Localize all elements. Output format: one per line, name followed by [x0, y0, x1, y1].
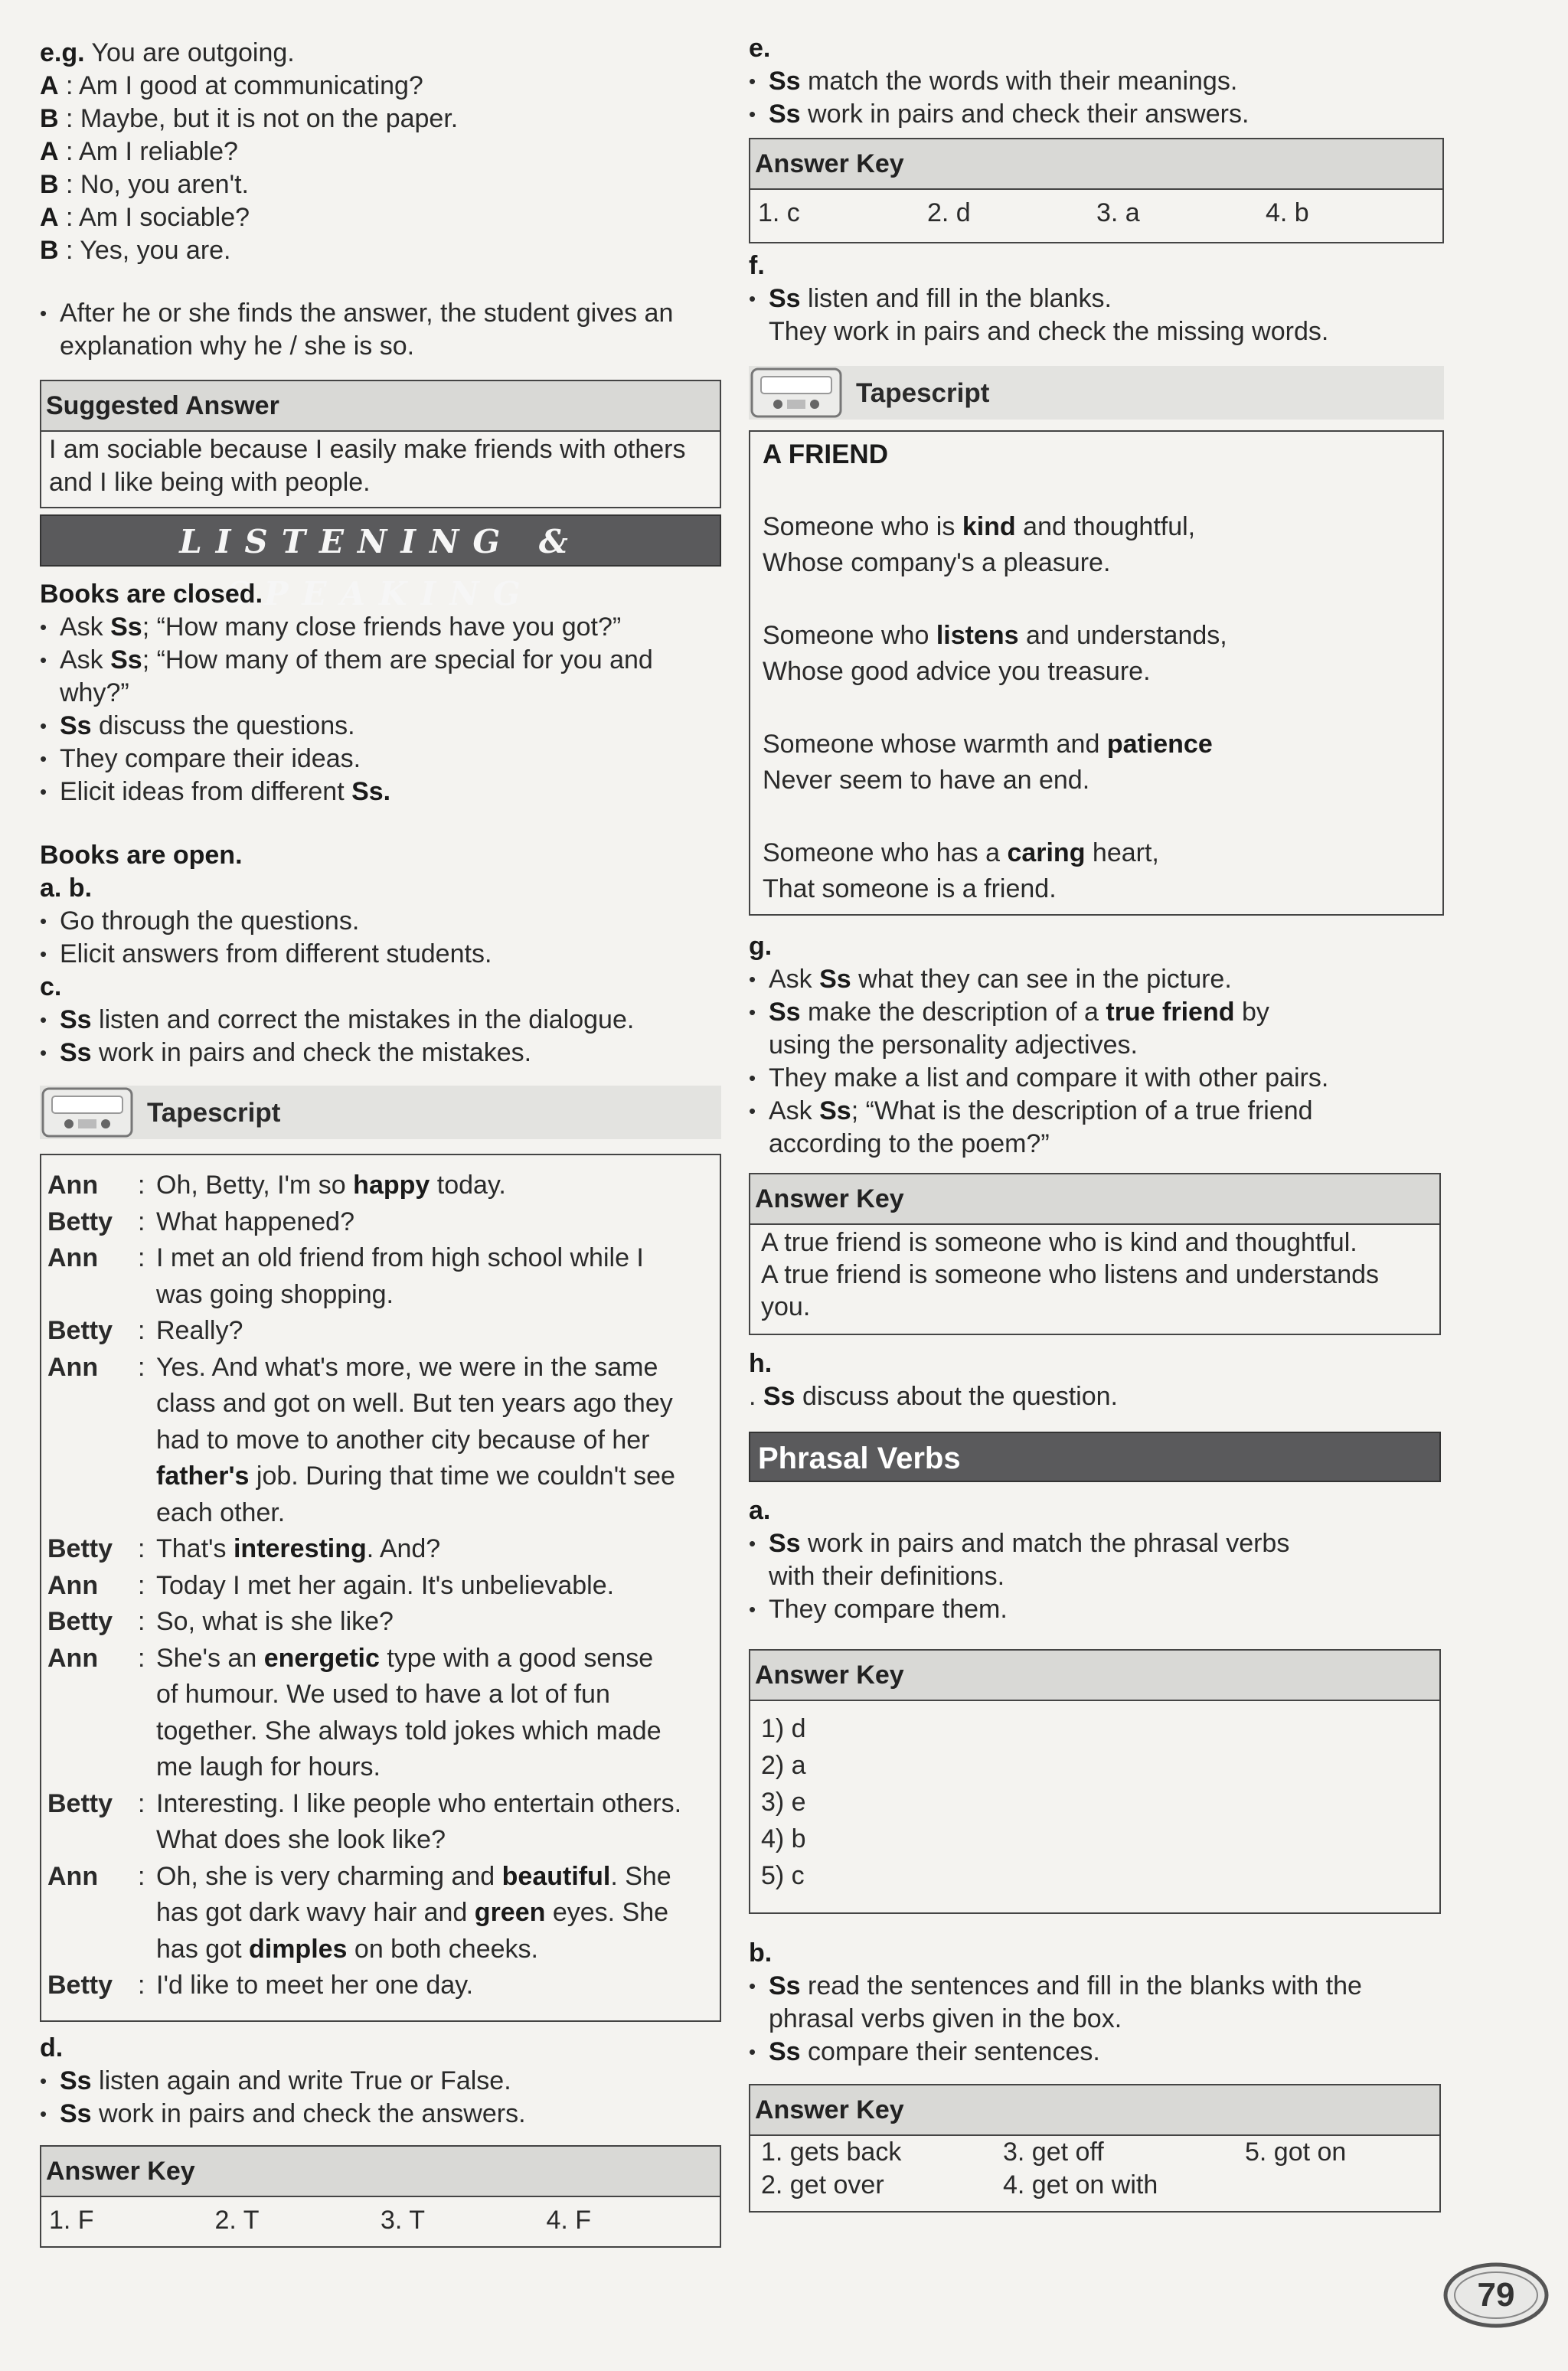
- poem-title: A FRIEND: [763, 439, 888, 469]
- list-item: • Ask Ss; “What is the description of a true friend according to the poem?”: [749, 1095, 1444, 1161]
- answer-key-g: [749, 1173, 1441, 1335]
- suggested-answer-text: I am sociable because I easily make friends with others and I like being with people.: [49, 435, 686, 497]
- list-item: • Ss listen and correct the mistakes in the dialogue.: [40, 1004, 721, 1037]
- d-section: [40, 2032, 721, 2131]
- phrasal-a-section: [749, 1494, 1444, 1626]
- phrasal-a-label: a.: [749, 1496, 771, 1525]
- example-line: No, you aren't.: [80, 170, 249, 199]
- tapescript-header: [40, 1086, 721, 1139]
- example-line: Am I sociable?: [79, 203, 250, 232]
- list-item: • Ask Ss; “How many close friends have you got?”: [40, 611, 721, 644]
- h-label: h.: [749, 1349, 773, 1378]
- cassette-icon: [40, 1086, 135, 1139]
- answer-key-e: [749, 138, 1444, 243]
- answer-key-d: [40, 2145, 721, 2248]
- answer-key-title: Answer Key: [750, 2085, 1439, 2136]
- list-item: • Ask Ss; “How many of them are special for you and why?”: [40, 644, 721, 710]
- answer-key-phrasal-a: [749, 1649, 1441, 1914]
- poem-stanza: Someone who is kind and thoughtful, Whose company's a pleasure.: [763, 512, 1196, 577]
- answer-key-phrasal-b: [749, 2084, 1441, 2213]
- answer-key-row: 1. c 2. d 3. a 4. b: [758, 198, 1309, 227]
- h-section: h. . Ss discuss about the question.: [749, 1347, 1444, 1413]
- list-item: • Ss compare their sentences.: [749, 2036, 1444, 2069]
- books-closed-section: [40, 578, 721, 808]
- dialogue-box: [40, 1154, 721, 2022]
- poem-stanza: Someone whose warmth and patience Never seem to have an end.: [763, 730, 1213, 795]
- c-label: c.: [40, 972, 62, 1001]
- dialogue: Ann : Oh, Betty, I'm so happy today. Betty : What happened? Ann : I met an old friend from high school while I was going shopping. Betty : Really? Ann : Yes. And what's more, we were in the same class and got on well. But ten years ago they had to move to another city because of her father's job. During that time we couldn't see each other. Betty : That's interesting. And? Ann : Today I met her again. It's unbelievable. Betty : So, what is she like? Ann : She's an energetic type with a good sense of humour. We used to have a lot of fun together. She always told jokes which made me laugh for hours. Betty : Interesting. I like people who entertain others. What does she look like? Ann : Oh, she is very charming and beautiful. She has got dark wavy hair and green eyes. She has got dimples on both cheeks. Betty : I'd like to meet her one day.: [47, 1171, 682, 2000]
- f-section: [749, 250, 1444, 348]
- list-item: • Go through the questions.: [40, 905, 721, 938]
- g-label: g.: [749, 932, 773, 961]
- suggested-answer-title: Suggested Answer: [41, 381, 720, 432]
- example-line: Am I good at communicating?: [79, 71, 423, 100]
- suggested-answer-box: [40, 380, 721, 508]
- example-intro: e.g.: [40, 38, 85, 67]
- list-item: • Ss work in pairs and match the phrasal verbs with their definitions.: [749, 1527, 1444, 1593]
- example-line: Maybe, but it is not on the paper.: [80, 104, 459, 133]
- f-label: f.: [749, 251, 765, 280]
- answer-key-row: 1. F 2. T 3. T 4. F: [49, 2206, 592, 2235]
- page-number: 79: [1477, 2276, 1515, 2314]
- list-item: • They make a list and compare it with other pairs.: [749, 1062, 1444, 1095]
- answer-key-text: A true friend is someone who is kind and thoughtful. A true friend is someone who listens and understands you.: [761, 1228, 1380, 1321]
- list-item: • Ss read the sentences and fill in the blanks with the phrasal verbs given in the box.: [749, 1970, 1444, 2036]
- example-line: Am I reliable?: [79, 137, 238, 166]
- tapescript-header: [749, 366, 1444, 420]
- example-note: • After he or she finds the answer, the student gives an explanation why he / she is so.: [40, 297, 673, 363]
- list-item: • Ss make the description of a true friend by using the personality adjectives.: [749, 996, 1444, 1062]
- page-number-badge: [1442, 2260, 1550, 2330]
- listening-speaking-banner: LISTENING & SPEAKING: [40, 514, 721, 567]
- e-section: [749, 32, 1444, 131]
- books-closed-heading: Books are closed.: [40, 580, 263, 609]
- tapescript-label: Tapescript: [856, 377, 990, 408]
- books-open-section: [40, 839, 721, 1070]
- cassette-icon: [749, 366, 844, 420]
- example-intro-text: You are outgoing.: [84, 38, 295, 67]
- answer-key-title: Answer Key: [41, 2147, 720, 2197]
- answer-key-title: Answer Key: [750, 1651, 1439, 1701]
- poem-stanza: Someone who has a caring heart, That someone is a friend.: [763, 838, 1159, 903]
- g-section: [749, 930, 1444, 1161]
- list-item: • They compare their ideas.: [40, 743, 721, 776]
- list-item: • Elicit ideas from different Ss.: [40, 776, 721, 808]
- list-item: • Ss work in pairs and check the mistakes.: [40, 1037, 721, 1070]
- list-item: • Ss match the words with their meanings.: [749, 65, 1444, 98]
- ab-label: a. b.: [40, 874, 93, 903]
- answer-key-title: Answer Key: [750, 139, 1442, 190]
- list-item: • They compare them.: [749, 1593, 1444, 1626]
- phrasal-b-section: [749, 1937, 1444, 2069]
- phrasal-b-label: b.: [749, 1938, 773, 1968]
- phrasal-verbs-banner: Phrasal Verbs: [749, 1432, 1441, 1482]
- books-open-heading: Books are open.: [40, 841, 243, 870]
- example-line: Yes, you are.: [80, 236, 231, 265]
- tapescript-label: Tapescript: [147, 1097, 281, 1128]
- list-item: • Ss discuss the questions.: [40, 710, 721, 743]
- list-item: • Elicit answers from different students.: [40, 938, 721, 971]
- answer-key-list: 1) d 2) a 3) e 4) b 5) c: [761, 1714, 806, 1890]
- list-item: • Ask Ss what they can see in the picture.: [749, 963, 1444, 996]
- list-item: • Ss listen again and write True or False.: [40, 2065, 721, 2098]
- example-dialogue: e.g. You are outgoing. A : Am I good at communicating? B : Maybe, but it is not on the paper. A : Am I reliable? B : No, you aren't. A : Am I sociable? B : Yes, you are.: [40, 38, 459, 265]
- e-label: e.: [749, 34, 771, 63]
- poem-stanza: Someone who listens and understands, Whose good advice you treasure.: [763, 621, 1227, 686]
- d-label: d.: [40, 2033, 64, 2062]
- list-item: • Ss work in pairs and check their answers.: [749, 98, 1444, 131]
- poem-box: [749, 430, 1444, 916]
- list-item: • Ss listen and fill in the blanks. They work in pairs and check the missing words.: [749, 282, 1444, 348]
- answer-key-grid: 1. gets back 3. get off 5. got on 2. get over 4. get on with: [761, 2137, 1347, 2200]
- list-item: • Ss work in pairs and check the answers.: [40, 2098, 721, 2131]
- answer-key-title: Answer Key: [750, 1174, 1439, 1225]
